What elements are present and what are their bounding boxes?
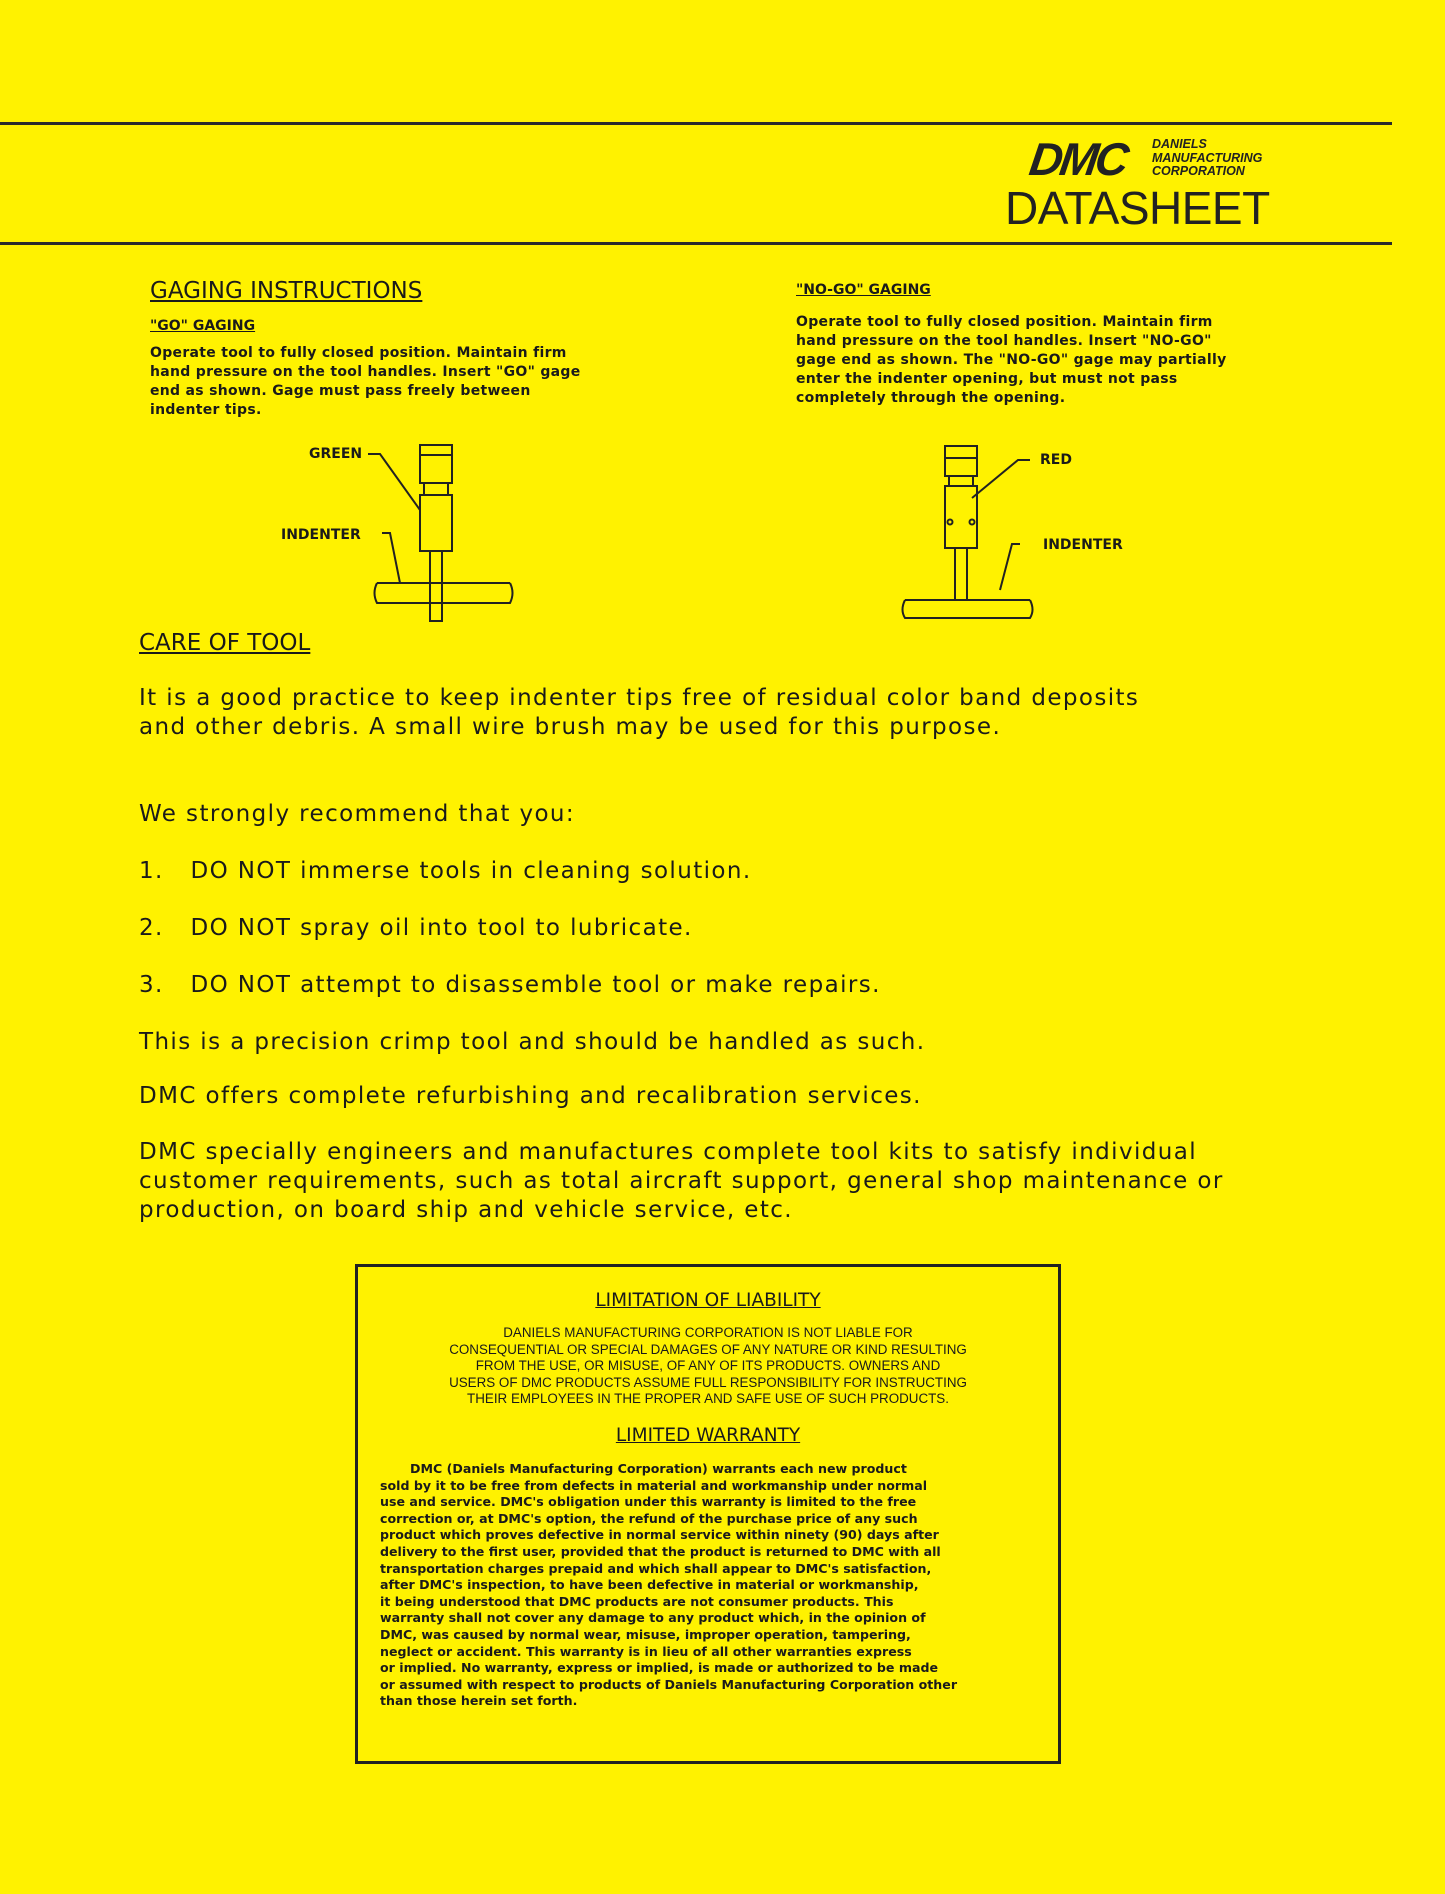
company-name: DANIELS MANUFACTURING CORPORATION: [1152, 137, 1263, 178]
kits-paragraph: DMC specially engineers and manufactures complete tool kits to satisfy individual customer requirements, such as total aircraft support, general shop maintenance or production, on board ship and vehicle service, etc.: [139, 1139, 1224, 1223]
go-gaging-heading: "GO" GAGING: [150, 318, 256, 334]
recommend-text: We strongly recommend that you:: [139, 801, 576, 827]
go-indenter-label: INDENTER: [281, 527, 361, 543]
precision-text: This is a precision crimp tool and should be handled as such.: [139, 1029, 926, 1055]
nogo-gage-diagram: [900, 440, 1050, 625]
warranty-text: DMC (Daniels Manufacturing Corporation) warrants each new product sold by it to be free from defects in material and workmanship under normal use and service. DMC's obligation under this warranty is limited to the free correction or, at DMC's option, the refund of the purchase price of any such product which proves defective in normal service within ninety (90) days after delivery to the first user, provided that the product is returned to DMC with all transportation charges prepaid and which shall appear to DMC's satisfaction, after DMC's inspection, to have been defective in material or workmanship, it being understood that DMC products are not consumer products. This warranty shall not cover any damage to any product which, in the opinion of DMC, was caused by normal wear, misuse, improper operation, tampering, neglect or accident. This warranty is in lieu of all other warranties express or implied. No warranty, express or implied, is made or authorized to be made or assumed with respect to products of Daniels Manufacturing Corporation other than those herein set forth.: [380, 1461, 958, 1709]
liability-text: DANIELS MANUFACTURING CORPORATION IS NOT LIABLE FOR CONSEQUENTIAL OR SPECIAL DAMAGES OF ANY NATURE OR KIND RESULTING FROM THE USE, OR MISUSE, OF ANY OF ITS PRODUCTS. OWNERS AND USERS OF DMC PRODUCTS ASSUME FULL RESPONSIBILITY FOR INSTRUCTING THEIR EMPLOYEES IN THE PROPER AND SAFE USE OF SUCH PRODUCTS.: [449, 1325, 967, 1407]
list-item: 1. DO NOT immerse tools in cleaning solution.: [139, 858, 752, 884]
nogo-gaging-heading: "NO-GO" GAGING: [796, 282, 931, 298]
care-title: CARE OF TOOL: [139, 630, 311, 656]
nogo-gaging-text: Operate tool to fully closed position. Maintain firm hand pressure on the tool handles. Insert "NO-GO" gage end as shown. The "NO-GO" gage may partially enter the indenter opening, but must not pass completely through the opening.: [796, 314, 1227, 406]
go-gage-diagram: [360, 435, 520, 615]
warranty-title: LIMITED WARRANTY: [615, 1425, 801, 1446]
logo-mark: DMC: [1026, 133, 1130, 185]
nogo-indenter-label: INDENTER: [1043, 537, 1123, 553]
go-gaging-text: Operate tool to fully closed position. Maintain firm hand pressure on the tool handles. Insert "GO" gage end as shown. Gage must pass freely between indenter tips.: [150, 345, 581, 418]
doc-type-title: DATASHEET: [1005, 182, 1270, 234]
list-item: 3. DO NOT attempt to disassemble tool or make repairs.: [139, 972, 881, 998]
care-paragraph: It is a good practice to keep indenter tips free of residual color band deposits and other debris. A small wire brush may be used for this purpose.: [139, 685, 1140, 740]
go-color-label: GREEN: [309, 446, 363, 462]
nogo-color-label: RED: [1040, 452, 1072, 468]
gaging-title: GAGING INSTRUCTIONS: [150, 278, 423, 304]
liability-title: LIMITATION OF LIABILITY: [595, 1290, 821, 1311]
liability-warranty-box: [355, 1264, 1061, 1764]
header-top-rule: [0, 122, 1392, 125]
list-item: 2. DO NOT spray oil into tool to lubricate.: [139, 915, 693, 941]
header-bottom-rule: [0, 242, 1392, 245]
services-text: DMC offers complete refurbishing and recalibration services.: [139, 1083, 922, 1109]
